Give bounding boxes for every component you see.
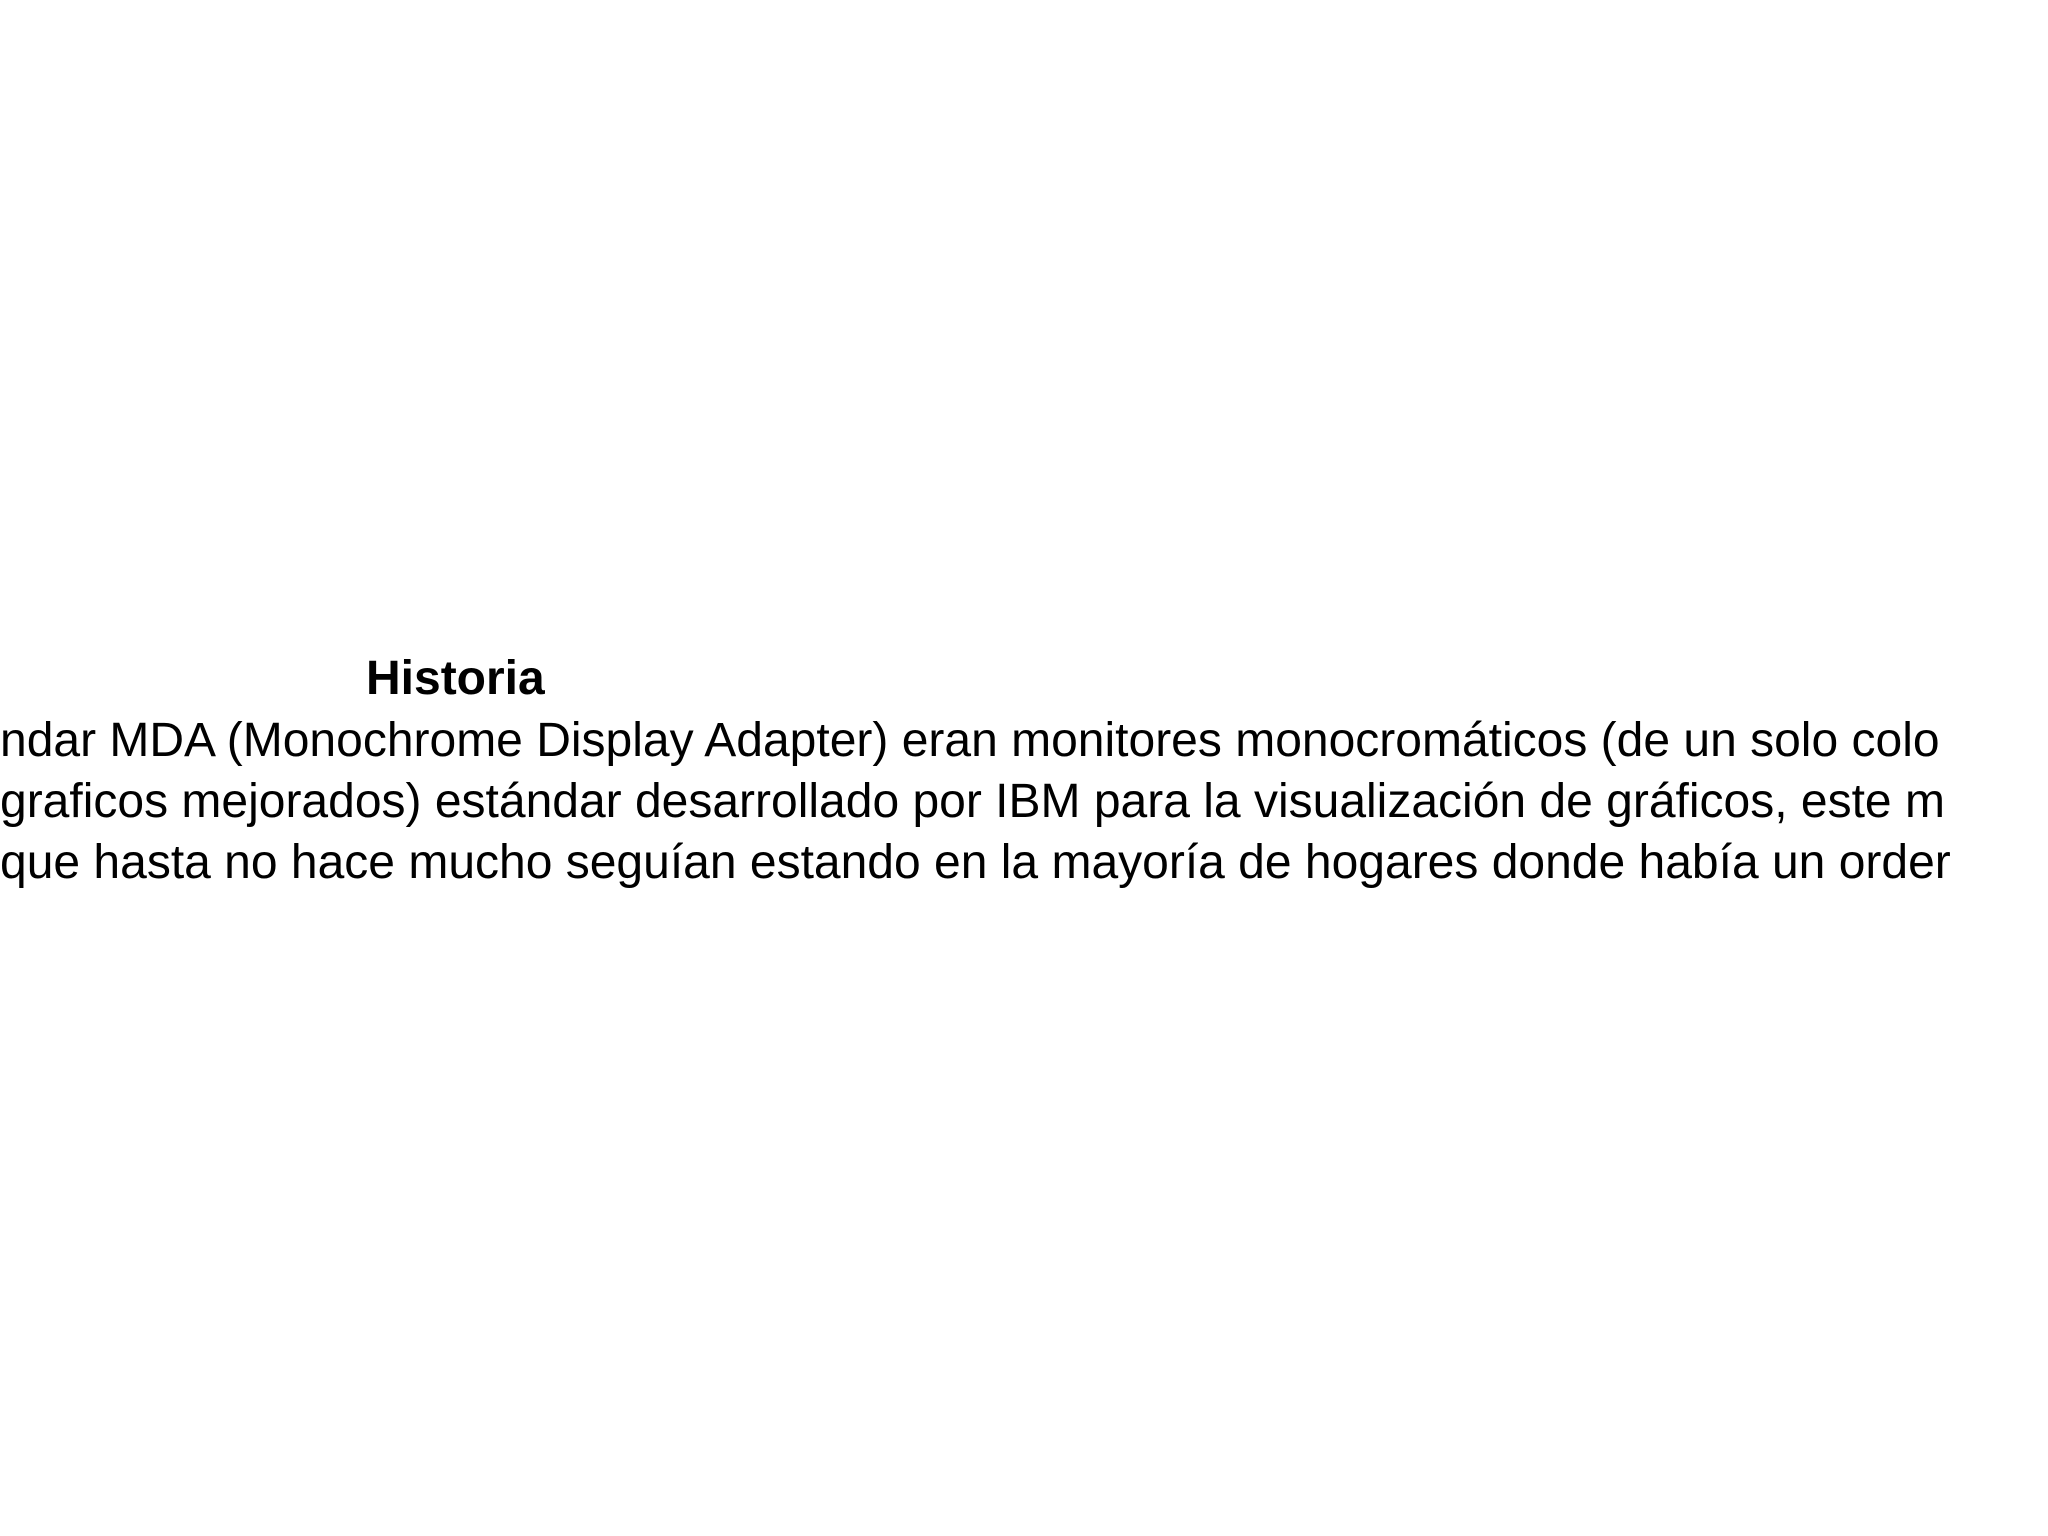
body-text-line-3: que hasta no hace mucho seguían estando en la mayoría de hogares donde había un order bbox=[0, 836, 1951, 889]
body-text-line-2: graficos mejorados) estándar desarrollado por IBM para la visualización de gráficos, este m bbox=[0, 775, 1945, 828]
section-heading: Historia bbox=[366, 652, 545, 705]
body-text-line-1: ndar MDA (Monochrome Display Adapter) eran monitores monocromáticos (de un solo colo bbox=[0, 714, 1940, 767]
